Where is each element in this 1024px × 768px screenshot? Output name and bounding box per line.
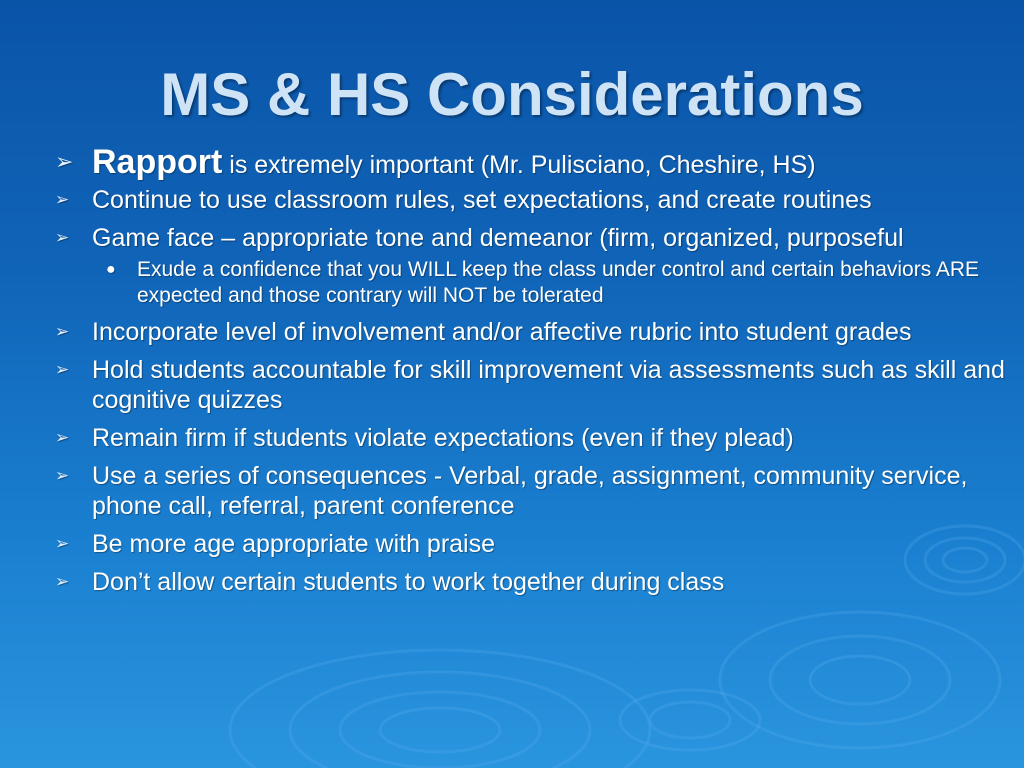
slide-title: MS & HS Considerations [160,61,864,128]
arrow-bullet-icon: ➢ [55,466,70,485]
bullet-item [55,529,1020,559]
dot-bullet-icon: ● [106,261,116,278]
bullet-text: Game face – appropriate tone and demeanor (firm, organized, purposeful [92,224,904,252]
bullet-text: is extremely important (Mr. Pulisciano, Cheshire, HS) [222,151,816,179]
bullet-item [55,142,1020,185]
arrow-bullet-icon: ➢ [55,228,70,247]
arrow-bullet-icon: ➢ [55,572,70,591]
arrow-bullet-icon: ➢ [55,360,70,379]
bullet-text: Don’t allow certain students to work together during class [92,568,725,596]
bullet-item [55,317,1020,347]
bullet-text: Be more age appropriate with praise [92,530,496,558]
bullet-item [55,461,1020,521]
bullet-lead-text: Rapport [92,143,223,181]
bullet-item [55,223,1020,253]
bullet-text: Use a series of consequences - Verbal, grade, assignment, community service, phone call, referral, parent conference [92,462,968,520]
sub-bullet-text: Exude a confidence that you WILL keep the class under control and certain behaviors ARE expected and those contrary will NOT be tolerated [137,258,980,307]
bullet-list [55,142,1020,605]
arrow-bullet-icon: ➢ [55,149,74,174]
arrow-bullet-icon: ➢ [55,190,70,209]
arrow-bullet-icon: ➢ [55,534,70,553]
bullet-item [55,567,1020,597]
bullet-text: Remain firm if students violate expectations (even if they plead) [92,424,794,452]
bullet-text: Incorporate level of involvement and/or affective rubric into student grades [92,318,912,346]
bullet-text: Hold students accountable for skill improvement via assessments such as skill and cognitive quizzes [92,356,1005,414]
bullet-item [55,355,1020,415]
bullet-item [55,185,1020,215]
arrow-bullet-icon: ➢ [55,428,70,447]
arrow-bullet-icon: ➢ [55,322,70,341]
bullet-text: Continue to use classroom rules, set expectations, and create routines [92,186,872,214]
bullet-item [55,423,1020,453]
sub-bullet-item [55,257,1020,309]
